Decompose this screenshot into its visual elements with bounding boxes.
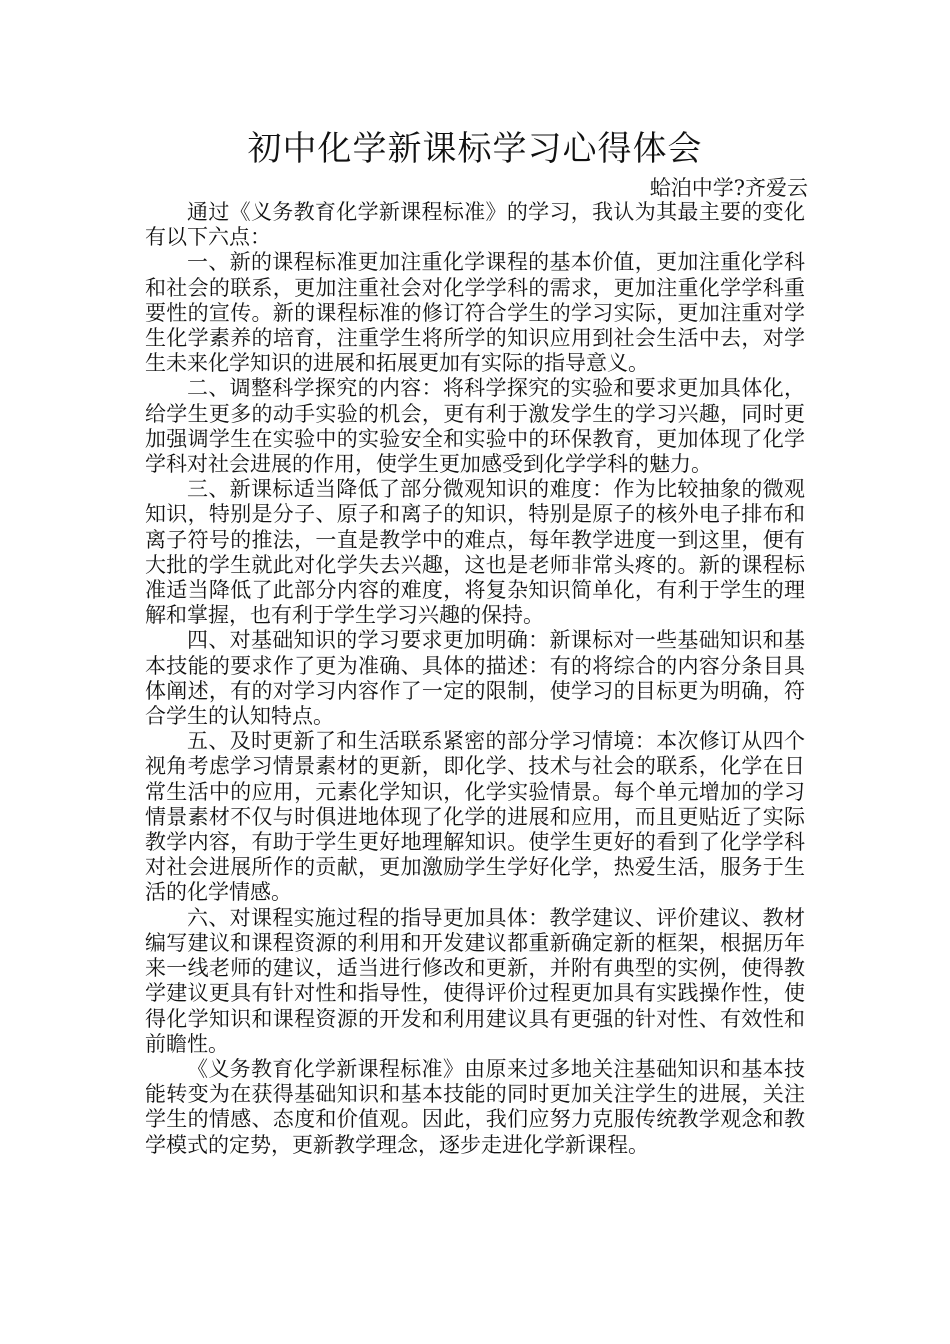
document-body xyxy=(145,200,805,1158)
paragraph-point-1: 一、新的课程标准更加注重化学课程的基本价值，更加注重化学科和社会的联系，更加注重社会对化学学科的需求，更加注重化学学科重要性的宣传。新的课程标准的修订符合学生的学习实际，更加注重对学生化学素养的培育，注重学生将所学的知识应用到社会生活中去，对学生未来化学知识的进展和拓展更加有实际的指导意义。 xyxy=(145,250,805,376)
document-title: 初中化学新课标学习心得体会 xyxy=(247,129,703,169)
paragraph-intro: 通过《义务教育化学新课程标准》的学习，我认为其最主要的变化有以下六点： xyxy=(145,200,805,250)
paragraph-point-5: 五、及时更新了和生活联系紧密的部分学习情境：本次修订从四个视角考虑学习情景素材的更新，即化学、技术与社会的联系，化学在日常生活中的应用，元素化学知识，化学实验情景。每个单元增加的学习情景素材不仅与时俱进地体现了化学的进展和应用，而且更贴近了实际教学内容，有助于学生更好地理解知识。使学生更好的看到了化学学科对社会进展所作的贡献，更加激励学生学好化学，热爱生活，服务于生活的化学情感。 xyxy=(145,729,805,905)
paragraph-point-4: 四、对基础知识的学习要求更加明确：新课标对一些基础知识和基本技能的要求作了更为准确、具体的描述：有的将综合的内容分条目具体阐述，有的对学习内容作了一定的限制，使学习的目标更为明确，符合学生的认知特点。 xyxy=(145,628,805,729)
paragraph-conclusion: 《义务教育化学新课程标准》由原来过多地关注基础知识和基本技能转变为在获得基础知识和基本技能的同时更加关注学生的进展，关注学生的情感、态度和价值观。因此，我们应努力克服传统教学观念和教学模式的定势，更新教学理念，逐步走进化学新课程。 xyxy=(145,1056,805,1157)
paragraph-point-3: 三、新课标适当降低了部分微观知识的难度：作为比较抽象的微观知识，特别是分子、原子和离子的知识，特别是原子的核外电子排布和离子符号的推法，一直是教学中的难点，每年教学进度一到这里，便有大批的学生就此对化学失去兴趣，这也是老师非常头疼的。新的课程标准适当降低了此部分内容的难度，将复杂知识简单化，有利于学生的理解和掌握，也有利于学生学习兴趣的保持。 xyxy=(145,477,805,628)
paragraph-point-6: 六、对课程实施过程的指导更加具体：教学建议、评价建议、教材编写建议和课程资源的利用和开发建议都重新确定新的框架，根据历年来一线老师的建议，适当进行修改和更新，并附有典型的实例，使得教学建议更具有针对性和指导性，使得评价过程更加具有实践操作性，使得化学知识和课程资源的开发和利用建议具有更强的针对性、有效性和前瞻性。 xyxy=(145,905,805,1056)
author-line: 蛤泊中学?齐爱云 xyxy=(649,176,808,200)
paragraph-point-2: 二、调整科学探究的内容：将科学探究的实验和要求更加具体化，给学生更多的动手实验的机会，更有利于激发学生的学习兴趣，同时更加强调学生在实验中的实验安全和实验中的环保教育，更加体现了化学学科对社会进展的作用，使学生更加感受到化学学科的魅力。 xyxy=(145,376,805,477)
